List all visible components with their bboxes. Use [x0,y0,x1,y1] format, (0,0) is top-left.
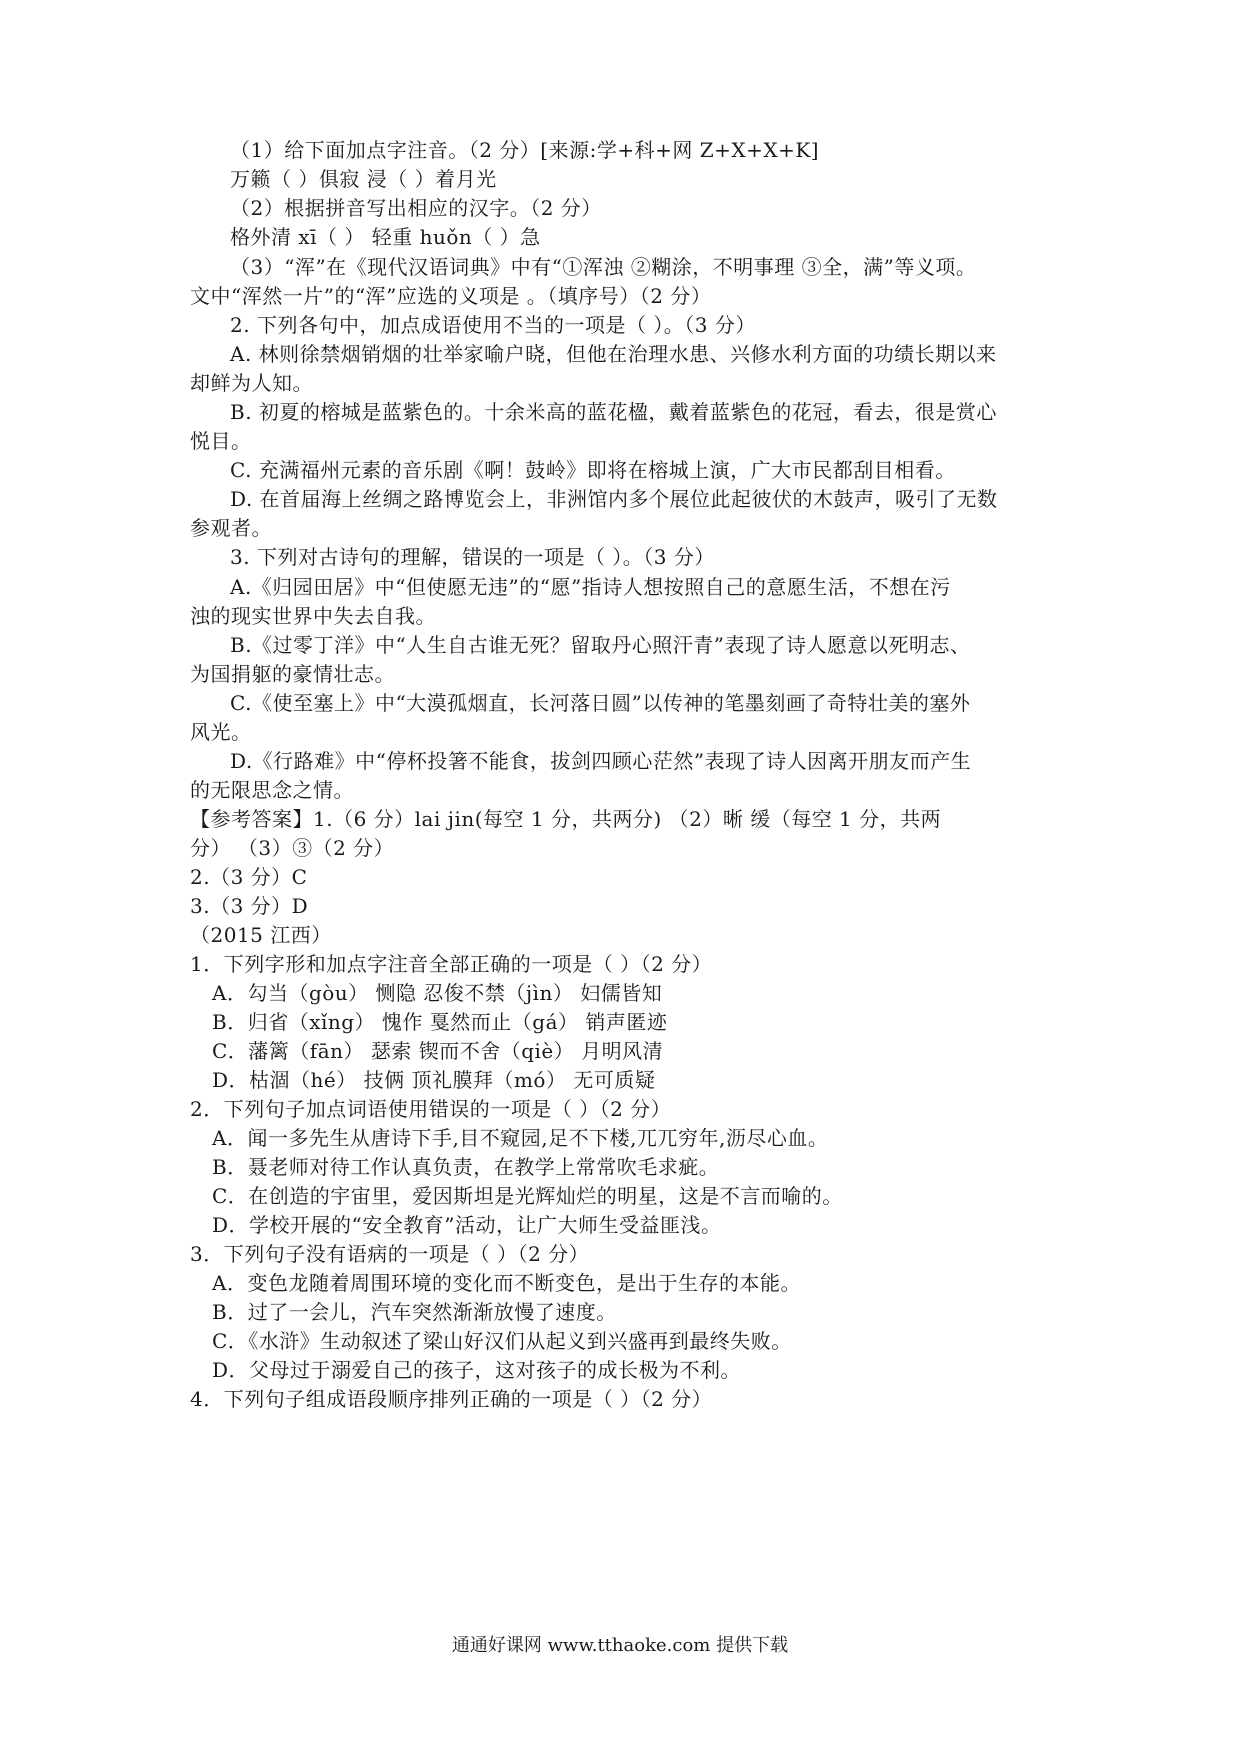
option-b: B.《过零丁洋》中“人生自古谁无死？留取丹心照汗青”表现了诗人愿意以死明志、 [230,633,971,657]
option-d: D．枯涸（hé） 技俩 顶礼膜拜（mó） 无可质疑 [212,1068,656,1092]
question-heading: 3．下列句子没有语病的一项是（ ）（2 分） [190,1242,590,1266]
text-line: （2）根据拼音写出相应的汉字。（2 分） [230,196,602,220]
option-a: A．变色龙随着周围环境的变化而不断变色，是出于生存的本能。 [212,1271,801,1295]
text-line: （1）给下面加点字注音。（2 分）[来源:学+科+网 Z+X+X+K] [230,138,820,162]
text-line: 文中“浑然一片”的“浑”应选的义项是 。（填序号）（2 分） [190,284,712,308]
option-a: A.《归园田居》中“但使愿无违”的“愿”指诗人想按照自己的意愿生活，不想在污 [230,575,951,599]
section-heading: （2015 江西） [190,923,332,947]
text-line: 的无限思念之情。 [190,778,354,802]
answer-key: 【参考答案】1.（6 分）lai jin(每空 1 分，共两分) （2）晰 缓（每空 1 分，共两 [190,807,942,831]
text-line: 格外清 xī（ ） 轻重 huǒn（ ）急 [230,225,541,249]
question-heading: 3. 下列对古诗句的理解，错误的一项是（ ）。（3 分） [230,545,715,569]
option-a: A. 林则徐禁烟销烟的壮举家喻户晓，但他在治理水患、兴修水利方面的功绩长期以来 [230,342,997,366]
option-d: D. 在首届海上丝绸之路博览会上，非洲馆内多个展位此起彼伏的木鼓声，吸引了无数 [230,487,998,511]
option-c: C．藩篱（fān） 瑟索 锲而不舍（qiè） 月明风清 [212,1039,664,1063]
page-footer: 通通好课网 www.tthaoke.com 提供下载 [451,1635,789,1656]
text-line: 为国捐躯的豪情壮志。 [190,662,395,686]
question-heading: 2. 下列各句中，加点成语使用不当的一项是（ ）。（3 分） [230,313,756,337]
option-a: A．勾当（gòu） 恻隐 忍俊不禁（jìn） 妇儒皆知 [212,981,663,1005]
option-c: C．《水浒》生动叙述了梁山好汉们从起义到兴盛再到最终失败。 [212,1329,792,1353]
option-d: D．学校开展的“安全教育”活动，让广大师生受益匪浅。 [212,1213,722,1237]
text-line: 却鲜为人知。 [190,371,313,395]
question-heading: 1．下列字形和加点字注音全部正确的一项是（ ）（2 分） [190,952,713,976]
option-b: B．过了一会儿，汽车突然渐渐放慢了速度。 [212,1300,617,1324]
option-c: C. 充满福州元素的音乐剧《啊！鼓岭》即将在榕城上演，广大市民都刮目相看。 [230,458,956,482]
text-line: 参观者。 [190,516,272,540]
option-a: A．闻一多先生从唐诗下手,目不窥园,足不下楼,兀兀穷年,沥尽心血。 [212,1126,829,1150]
text-line: 万籁（ ）俱寂 浸（ ）着月光 [230,167,497,191]
text-line: 悦目。 [190,429,252,453]
question-heading: 2．下列句子加点词语使用错误的一项是（ ）（2 分） [190,1097,672,1121]
text-line: 浊的现实世界中失去自我。 [190,604,436,628]
text-line: 风光。 [190,720,252,744]
option-b: B．聂老师对待工作认真负责，在教学上常常吹毛求疵。 [212,1155,720,1179]
option-c: C.《使至塞上》中“大漠孤烟直，长河落日圆”以传神的笔墨刻画了奇特壮美的塞外 [230,691,971,715]
option-b: B. 初夏的榕城是蓝紫色的。十余米高的蓝花楹，戴着蓝紫色的花冠，看去，很是赏心 [230,400,997,424]
text-line: 分） （3）③（2 分） [190,836,395,860]
option-d: D.《行路难》中“停杯投箸不能食，拔剑四顾心茫然”表现了诗人因离开朋友而产生 [230,749,972,773]
text-line: 3.（3 分）D [190,894,309,918]
text-line: （3）“浑”在《现代汉语词典》中有“①浑浊 ②糊涂，不明事理 ③全，满”等义项。 [230,255,977,279]
question-heading: 4．下列句子组成语段顺序排列正确的一项是（ ）（2 分） [190,1387,713,1411]
text-line: 2.（3 分）C [190,865,308,889]
option-d: D．父母过于溺爱自己的孩子，这对孩子的成长极为不利。 [212,1358,742,1382]
option-b: B．归省（xǐng） 愧作 戛然而止（gá） 销声匿迹 [212,1010,668,1034]
option-c: C．在创造的宇宙里，爱因斯坦是光辉灿烂的明星，这是不言而喻的。 [212,1184,843,1208]
